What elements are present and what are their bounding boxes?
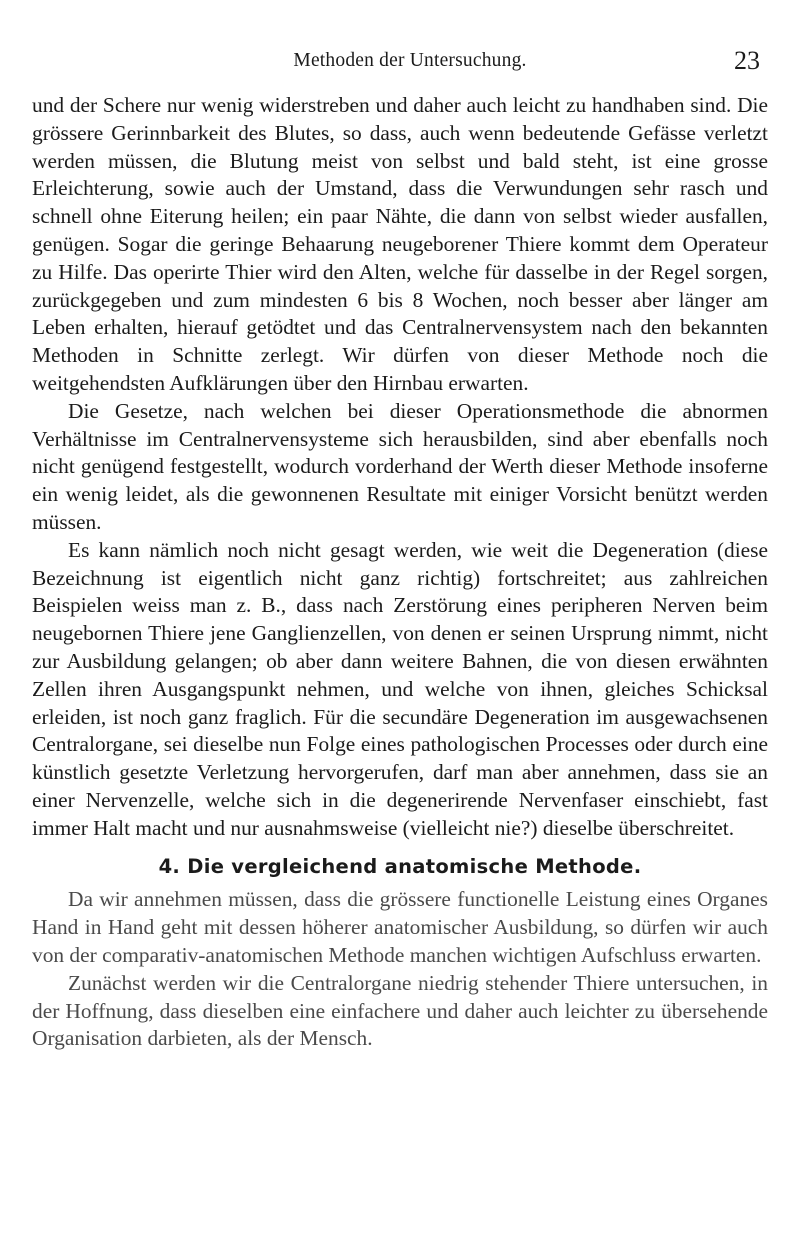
running-title: Methoden der Untersuchung. <box>293 50 527 71</box>
running-header <box>60 46 760 80</box>
section-paragraph: Zunächst werden wir die Centralorgane niedrig stehender Thiere untersuchen, in der Hoffnung, dass dieselben eine einfachere und daher auch leichter zu übersehende Organisation darbieten, als der Mensch. <box>32 970 768 1051</box>
paragraph: Die Gesetze, nach welchen bei dieser Operationsmethode die abnormen Verhältnisse im Centralnervensysteme sich herausbilden, sind aber ebenfalls noch nicht genügend festgestellt, wodurch vorderhand der Werth dieser Methode insoferne ein wenig leidet, als die gewonnenen Resultate mit einiger Vorsicht benützt werden müssen. <box>32 398 768 534</box>
paragraph-continued: und der Schere nur wenig widerstreben und daher auch leicht zu handhaben sind. Die grössere Gerinnbarkeit des Blutes, so dass, auch wenn bedeutende Gefässe verletzt werden müssen, die Blutung meist von selbst und bald steht, ist eine grosse Erleichterung, sowie auch der Umstand, dass die Verwundungen sehr rasch und schnell ohne Eiterung heilen; ein paar Nähte, die dann von selbst wieder ausfallen, genügen. Sogar die geringe Behaarung neugeborener Thiere kommt dem Operateur zu Hilfe. Das operirte Thier wird den Alten, welche für dasselbe in der Regel sorgen, zurückgegeben und zum mindesten 6 bis 8 Wochen, noch besser aber länger am Leben erhalten, hierauf getödtet und das Centralnervensystem nach den bekannten Methoden in Schnitte zerlegt. Wir dürfen von dieser Methode noch die weitgehendsten Aufklärungen über den Hirnbau erwarten. <box>32 93 768 395</box>
section-paragraph: Da wir annehmen müssen, dass die grössere functionelle Leistung eines Organes Hand in Hand geht mit dessen höherer anatomischer Ausbildung, so dürfen wir auch von der comparativ-anatomischen Methode manchen wichtigen Aufschluss erwarten. <box>32 887 768 967</box>
page-number: 23 <box>734 46 760 75</box>
body-text <box>32 92 768 1053</box>
paragraph: Es kann nämlich noch nicht gesagt werden, wie weit die Degeneration (diese Bezeichnung ist eigentlich nicht ganz richtig) fortschreitet; aus zahlreichen Beispielen weiss man z. B., dass nach Zerstörung eines peripheren Nerven beim neugebornen Thiere jene Ganglienzellen, von denen er seinen Ursprung nimmt, nicht zur Ausbildung gelangen; ob aber dann weitere Bahnen, die von diesen erwähnten Zellen ihren Ausgangspunkt nehmen, und welche von ihnen, gleiches Schicksal erleiden, ist noch ganz fraglich. Für die secundäre Degeneration im ausgewachsenen Centralorgane, sei dieselbe nun Folge eines pathologischen Processes oder durch eine künstlich gesetzte Verletzung hervorgerufen, darf man aber annehmen, dass sie an einer Nervenzelle, welche sich in die degenerirende Nervenfaser einschiebt, fast immer Halt macht und nur ausnahmsweise (vielleicht nie?) dieselbe überschreitet. <box>32 537 768 840</box>
section-heading: 4. Die vergleichend anatomische Methode. <box>158 854 642 878</box>
